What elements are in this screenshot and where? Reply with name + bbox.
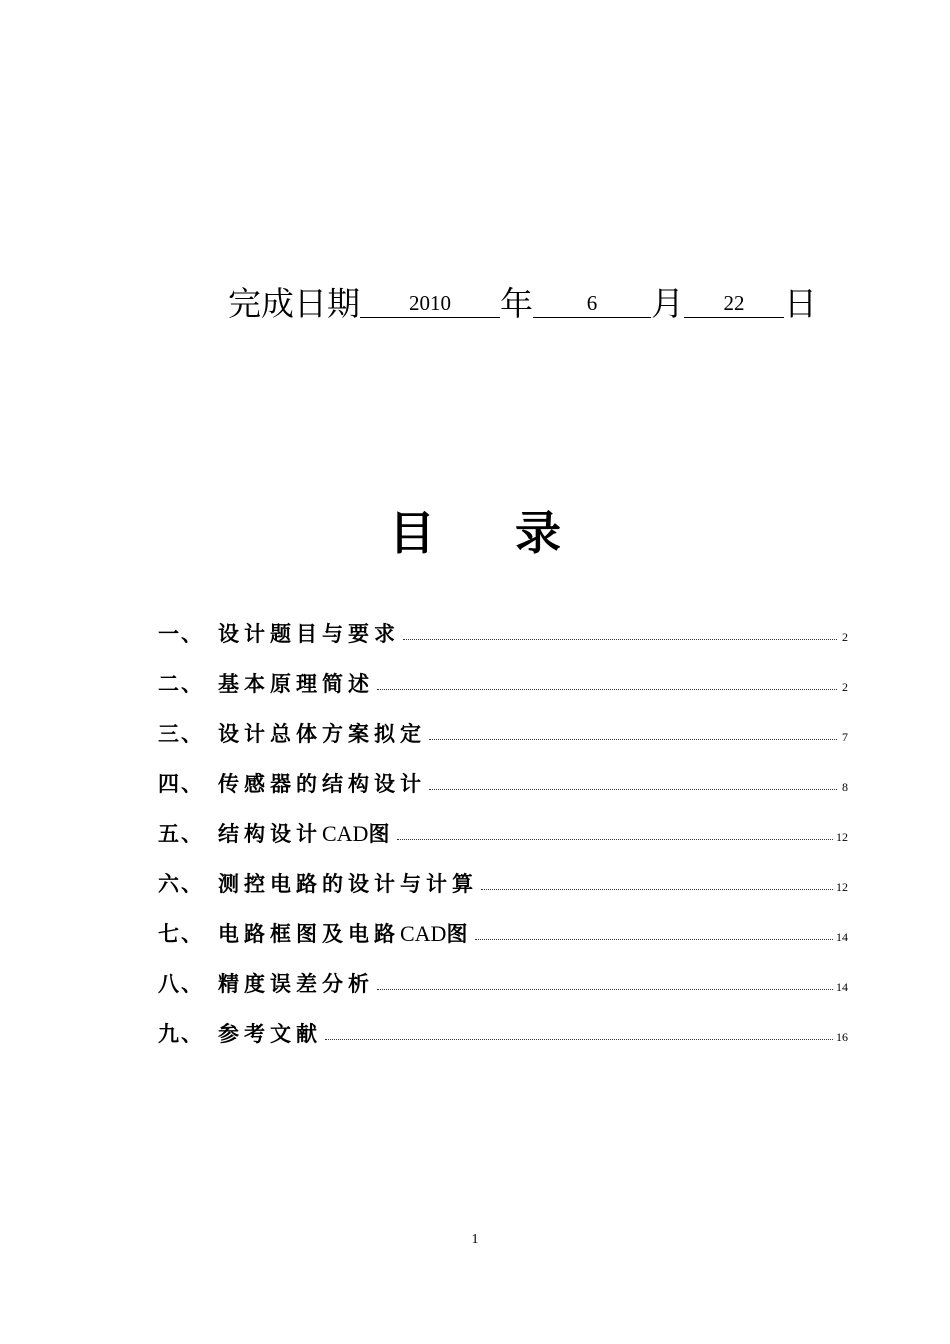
toc-entry-number: 五、: [158, 822, 204, 846]
toc-entry[interactable]: [158, 998, 848, 1048]
toc-leader-dots: [429, 788, 837, 790]
completion-date-label: 完成日期: [228, 284, 360, 323]
toc-leader-dots: [377, 688, 837, 690]
toc-entry-page: 2: [842, 680, 848, 694]
year-field: 2010: [360, 289, 500, 318]
toc-entry[interactable]: [158, 898, 848, 948]
toc-entry-page: 12: [836, 880, 848, 894]
toc-entry-page: 8: [842, 780, 848, 794]
toc-entry-number: 九、: [158, 1022, 204, 1046]
toc-leader-dots: [325, 1038, 833, 1040]
toc-entry[interactable]: [158, 798, 848, 848]
year-unit: 年: [500, 284, 533, 323]
toc-entry-number: 二、: [158, 672, 204, 696]
toc-entry-label: 参考文献: [218, 1022, 322, 1046]
toc-entry-label: 设计总体方案拟定: [218, 722, 426, 746]
toc-entry-label: 电路框图及电路CAD图: [218, 921, 473, 946]
toc-title: 目录: [389, 506, 641, 560]
toc-entry[interactable]: [158, 848, 848, 898]
toc-entry-label: 精度误差分析: [218, 972, 374, 996]
month-unit: 月: [651, 284, 684, 323]
toc-entry-label: 基本原理简述: [218, 672, 374, 696]
toc-leader-dots: [403, 638, 837, 640]
toc-leader-dots: [429, 738, 837, 740]
toc-leader-dots: [481, 888, 833, 890]
toc-entry-page: 16: [836, 1030, 848, 1044]
month-field: 6: [533, 289, 651, 318]
toc-entry-label: 测控电路的设计与计算: [218, 872, 478, 896]
day-unit: 日: [784, 284, 817, 323]
toc-entry[interactable]: [158, 598, 848, 648]
toc-entry-page: 7: [842, 730, 848, 744]
toc-entry[interactable]: [158, 948, 848, 998]
completion-date-line: [228, 284, 817, 324]
toc-entry-number: 七、: [158, 922, 204, 946]
toc-leader-dots: [475, 938, 833, 940]
day-field: 22: [684, 289, 784, 318]
toc-leader-dots: [397, 838, 833, 840]
toc-leader-dots: [377, 988, 833, 990]
toc-entry-label: 结构设计CAD图: [218, 821, 395, 846]
toc-entry-number: 六、: [158, 872, 204, 896]
toc-entry-number: 三、: [158, 722, 204, 746]
toc-entry-number: 四、: [158, 772, 204, 796]
page-number: 1: [471, 1232, 479, 1247]
toc-entry-label: 设计题目与要求: [218, 622, 400, 646]
toc-entry-page: 12: [836, 830, 848, 844]
toc-entry-page: 2: [842, 630, 848, 644]
toc-entry-number: 八、: [158, 972, 204, 996]
toc-entry-page: 14: [836, 980, 848, 994]
toc-entry-number: 一、: [158, 622, 204, 646]
table-of-contents: [158, 598, 848, 1048]
toc-entry[interactable]: [158, 648, 848, 698]
toc-entry[interactable]: [158, 698, 848, 748]
toc-entry[interactable]: [158, 748, 848, 798]
toc-entry-page: 14: [836, 930, 848, 944]
toc-entry-label: 传感器的结构设计: [218, 772, 426, 796]
